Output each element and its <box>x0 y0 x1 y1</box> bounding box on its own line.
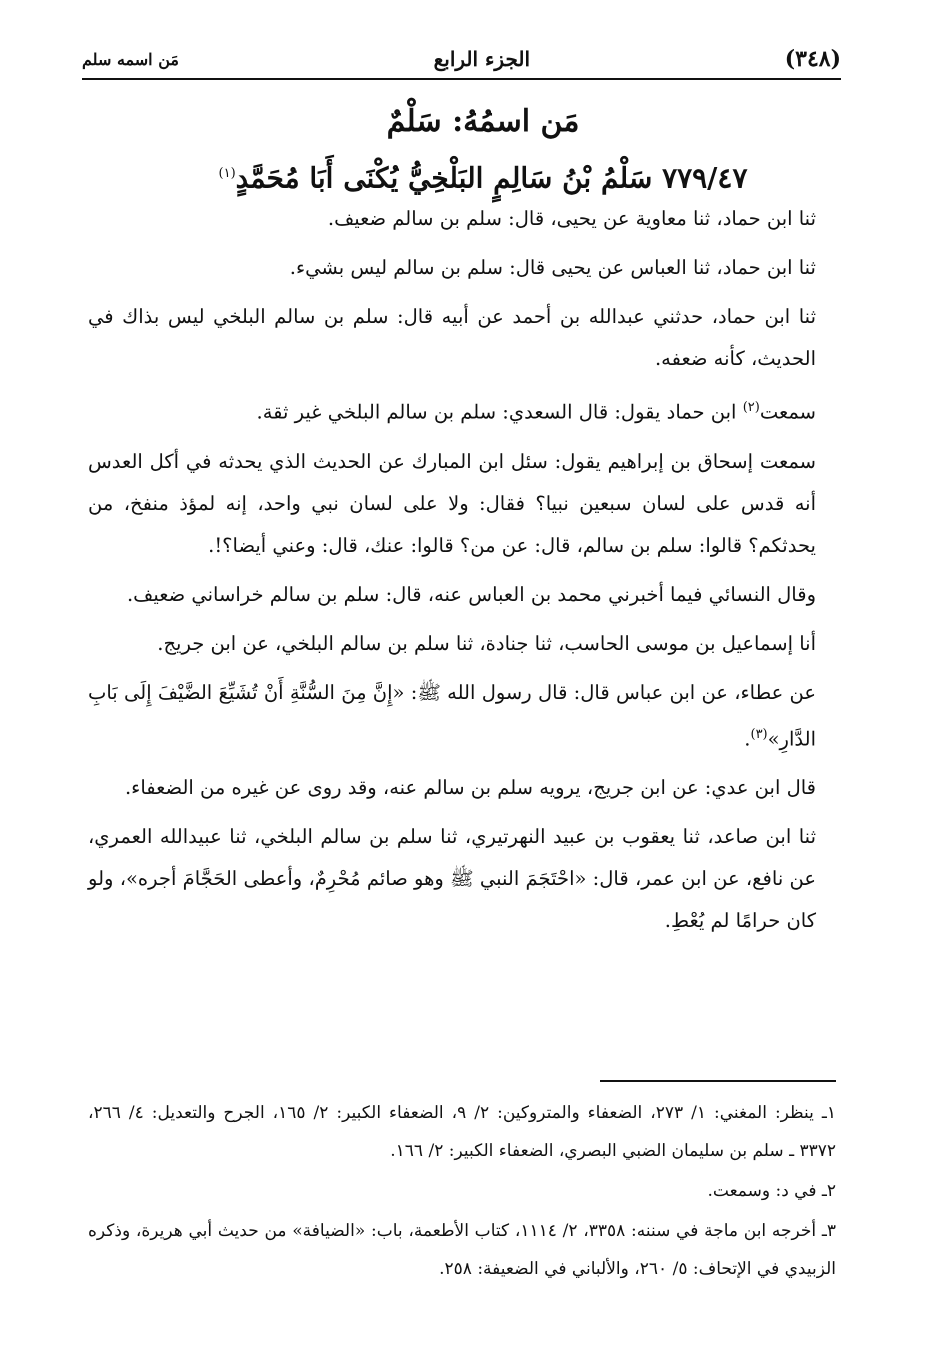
running-section-title: مَن اسمه سلم <box>82 49 179 69</box>
title-block <box>150 100 816 202</box>
footnote: ٣ـ أخرجه ابن ماجة في سننه: ٣٣٥٨، ٢/ ١١١٤، كتاب الأطعمة، باب: «الضيافة» من حديث أبي هريرة، وذكره الزبيدي في الإتحاف: ٥/ ٢٦٠، والألباني في الضعيفة: ٢٥٨. <box>88 1221 836 1279</box>
footnote-ref: (٣) <box>750 726 768 742</box>
paragraph: وقال النسائي فيما أخبرني محمد بن العباس عنه، قال: سلم بن سالم خراساني ضعيف. <box>126 582 816 606</box>
paragraph <box>88 672 816 761</box>
footnote: ٢ـ في د: وسمعت. <box>707 1181 836 1201</box>
footnote-ref: (١) <box>218 166 236 181</box>
body-text <box>88 198 816 949</box>
paragraph: سمعت إسحاق بن إبراهيم يقول: سئل ابن المبارك عن الحديث الذي يحدثه في أكل العدس أنه قدس على لسان سبعين نبيا؟ فقال: ولا على لسان نبي واحد، إنه لمؤذ منفخ، من يحدثكم؟ قالوا: سلم بن سالم، قال: عن من؟ قالوا: عنك، قال: وعني أيضا؟!. <box>88 449 816 557</box>
entry-title <box>150 150 816 202</box>
footnote: ١ـ ينظر: المغني: ١/ ٢٧٣، الضعفاء والمتروكين: ٢/ ٩، الضعفاء الكبير: ٢/ ١٦٥، الجرح والتعديل: ٤/ ٢٦٦، ٣٣٧٢ ـ سلم بن سليمان الضبي البصري، الضعفاء الكبير: ٢/ ١٦٦. <box>88 1103 836 1161</box>
part-title: الجزء الرابع <box>433 47 531 71</box>
section-title: مَن اسمُهُ: سَلْمٌ <box>386 104 580 139</box>
paragraph: أنا إسماعيل بن موسى الحاسب، ثنا جنادة، ثنا سلم بن سالم البلخي، عن ابن جريج. <box>157 631 816 655</box>
paragraph: قال ابن عدي: عن ابن جريج، يرويه سلم بن سالم عنه، وقد روى عن غيره من الضعفاء. <box>124 776 816 799</box>
paragraph <box>88 387 816 434</box>
entry-title-text: ٧٧٩/٤٧ سَلْمُ بْنُ سَالِمٍ البَلْخِيُّ يُكْنَى أَبَا مُحَمَّدٍ <box>235 161 748 195</box>
paragraph-text: ابن حماد يقول: قال السعدي: سلم بن سالم البلخي غير ثقة. <box>256 400 743 424</box>
footnote-ref: (٢) <box>742 400 760 415</box>
footnotes <box>88 1094 836 1290</box>
page-number: (٣٤٨) <box>784 46 841 72</box>
paragraph: ثنا ابن صاعد، ثنا يعقوب بن عبيد النهرتيري، ثنا سلم بن سالم البلخي، ثنا عبيدالله العمري، عن نافع، عن ابن عمر، قال: «احْتَجَمَ النبي ﷺ وهو صائم مُحْرِمٌ، وأعطى الحَجَّامَ أجره»، ولو كان حرامًا لم يُعْطِ. <box>88 825 816 932</box>
running-header <box>82 40 841 80</box>
paragraph: ثنا ابن حماد، حدثني عبدالله بن أحمد عن أبيه قال: سلم بن سالم البلخي ليس بذاك في الحديث، كأنه ضعفه. <box>88 305 816 370</box>
paragraph-text: عن عطاء، عن ابن عباس قال: قال رسول الله ﷺ: «إِنَّ مِنَ السُّنَّةِ أَنْ تُشَيِّعَ الضَّيْفَ إِلَى بَابِ الدَّارِ» <box>88 680 816 750</box>
paragraph-text: . <box>744 727 751 750</box>
paragraph-text: سمعت <box>759 400 816 424</box>
footnote-divider <box>600 1080 836 1082</box>
paragraph: ثنا ابن حماد، ثنا العباس عن يحيى قال: سلم بن سالم ليس بشيء. <box>289 256 816 279</box>
paragraph: ثنا ابن حماد، ثنا معاوية عن يحيى، قال: سلم بن سالم ضعيف. <box>327 207 816 230</box>
